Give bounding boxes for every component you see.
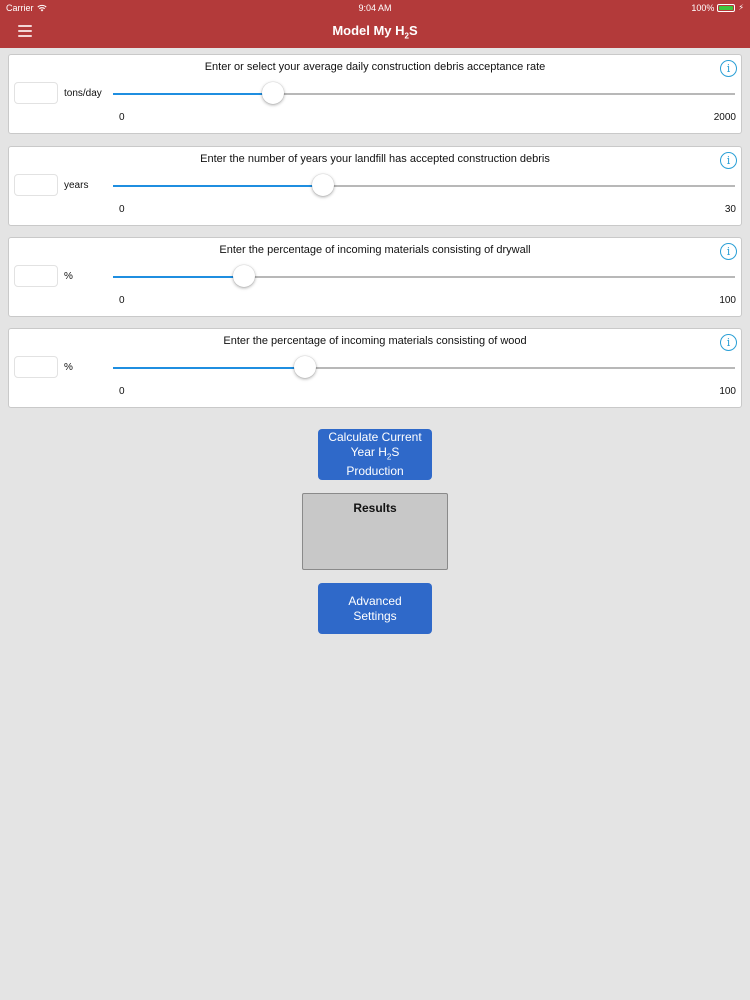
nav-bar <box>0 16 750 48</box>
charging-icon: ⚡ <box>738 3 744 12</box>
slider-min-label: 0 <box>119 204 125 215</box>
input-prompt: Enter the percentage of incoming materials consisting of drywall <box>219 244 531 256</box>
slider-max-label: 30 <box>724 204 736 215</box>
input-card-1 <box>8 54 742 134</box>
info-icon[interactable]: i <box>720 334 737 351</box>
battery-percent: 100% <box>691 3 715 13</box>
slider-min-label: 0 <box>119 295 125 306</box>
value-input[interactable] <box>14 265 58 287</box>
unit-label: years <box>64 180 89 191</box>
unit-label: % <box>64 271 73 282</box>
info-icon[interactable]: i <box>720 243 737 260</box>
slider-fill <box>113 185 323 187</box>
slider-min-label: 0 <box>119 112 125 123</box>
slider-fill <box>113 367 305 369</box>
unit-label: tons/day <box>64 88 102 99</box>
slider-track[interactable] <box>113 185 735 187</box>
slider-fill <box>113 276 244 278</box>
slider-max-label: 2000 <box>713 112 736 123</box>
slider-min-label: 0 <box>119 386 125 397</box>
info-icon[interactable]: i <box>720 60 737 77</box>
unit-label: % <box>64 362 73 373</box>
input-card-2 <box>8 146 742 226</box>
input-prompt: Enter the percentage of incoming materials consisting of wood <box>223 335 527 347</box>
slider-track[interactable] <box>113 276 735 278</box>
top-bar <box>0 0 750 48</box>
value-input[interactable] <box>14 82 58 104</box>
carrier-label: Carrier <box>6 3 34 13</box>
slider-max-label: 100 <box>719 386 736 397</box>
results-title: Results <box>353 501 397 515</box>
info-icon[interactable]: i <box>720 152 737 169</box>
slider-track[interactable] <box>113 93 735 95</box>
slider-thumb[interactable] <box>262 82 284 104</box>
slider-track[interactable] <box>113 367 735 369</box>
status-time: 9:04 AM <box>358 3 392 13</box>
slider-fill <box>113 93 273 95</box>
status-bar <box>0 0 750 16</box>
slider-thumb[interactable] <box>294 356 316 378</box>
calculate-button[interactable]: Calculate Current Year $H_2S$ Production <box>318 429 432 480</box>
page-title: Model My $H_2S$ <box>332 23 418 41</box>
value-input[interactable] <box>14 356 58 378</box>
results-box <box>302 493 448 570</box>
battery-icon <box>717 4 735 12</box>
slider-thumb[interactable] <box>233 265 255 287</box>
slider-max-label: 100 <box>719 295 736 306</box>
value-input[interactable] <box>14 174 58 196</box>
slider-thumb[interactable] <box>312 174 334 196</box>
input-prompt: Enter the number of years your landfill has accepted construction debris <box>200 153 550 165</box>
input-card-4 <box>8 328 742 408</box>
input-card-3 <box>8 237 742 317</box>
advanced-settings-button[interactable]: Advanced Settings <box>318 583 432 634</box>
input-prompt: Enter or select your average daily construction debris acceptance rate <box>204 61 546 73</box>
